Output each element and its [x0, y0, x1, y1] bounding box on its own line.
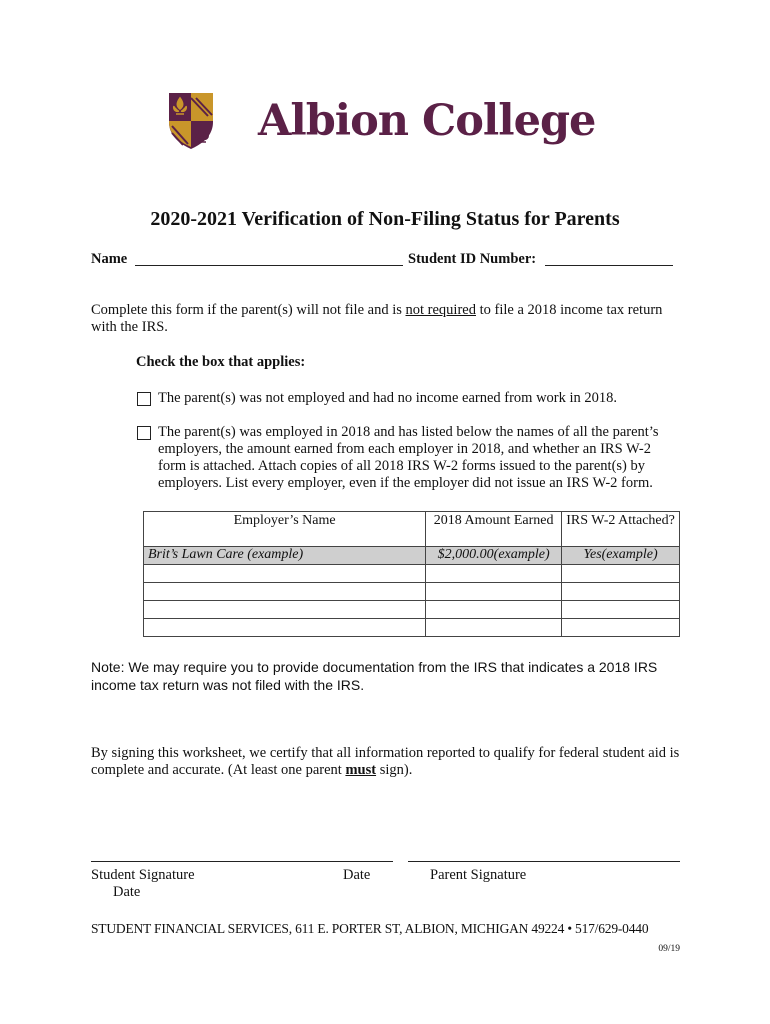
employer-cell[interactable]	[144, 565, 426, 583]
footer-address: STUDENT FINANCIAL SERVICES, 611 E. PORTER ST, ALBION, MICHIGAN 49224 • 517/629-0440	[91, 921, 649, 936]
example-employer: Brit’s Lawn Care (example)	[144, 547, 426, 565]
parent-signature-label: Parent Signature	[430, 867, 527, 883]
name-label: Name	[91, 251, 128, 267]
table-row	[144, 583, 680, 601]
header-w2-attached: IRS W-2 Attached?	[562, 512, 680, 547]
page-title: 2020-2021 Verification of Non-Filing Status for Parents	[150, 208, 620, 230]
example-w2: Yes(example)	[562, 547, 680, 565]
intro-text-start: Complete this form if the parent(s) will not file and is	[91, 302, 406, 318]
logo-wordmark: Albion College	[258, 96, 596, 146]
header-amount-earned: 2018 Amount Earned	[426, 512, 562, 547]
table-example-row	[144, 547, 680, 565]
example-amount: $2,000.00(example)	[426, 547, 562, 565]
certify-emphasis: must	[345, 762, 377, 778]
college-logo	[168, 92, 608, 154]
checkbox-employed[interactable]	[137, 426, 151, 440]
table-row	[144, 565, 680, 583]
table-row	[144, 601, 680, 619]
check-instruction: Check the box that applies:	[136, 354, 306, 370]
w2-cell[interactable]	[562, 583, 680, 601]
employer-cell[interactable]	[144, 601, 426, 619]
parent-signature-line[interactable]	[408, 861, 680, 862]
amount-cell[interactable]	[426, 583, 562, 601]
w2-cell[interactable]	[562, 619, 680, 637]
table-header-row	[144, 512, 680, 547]
student-id-field[interactable]	[545, 265, 673, 266]
certify-text-end: sign).	[376, 762, 413, 778]
employer-cell[interactable]	[144, 619, 426, 637]
student-signature-label: Student Signature	[91, 867, 195, 883]
amount-cell[interactable]	[426, 619, 562, 637]
employer-table	[143, 511, 680, 637]
parent-date-label: Date	[113, 884, 141, 900]
irs-note: Note: We may require you to provide documentation from the IRS that indicates a 2018 IRS income tax return was not filed with the IRS.	[91, 659, 658, 693]
w2-cell[interactable]	[562, 601, 680, 619]
header-employer-name: Employer’s Name	[144, 512, 426, 547]
student-date-label: Date	[343, 867, 371, 883]
employer-cell[interactable]	[144, 583, 426, 601]
certify-text-start: By signing this worksheet, we certify that all information reported to qualify for federal student aid is complete and accurate. (At least one parent	[91, 745, 680, 778]
amount-cell[interactable]	[426, 565, 562, 583]
table-row	[144, 619, 680, 637]
option-no-income-text: The parent(s) was not employed and had no income earned from work in 2018.	[158, 390, 618, 406]
student-signature-line[interactable]	[91, 861, 393, 862]
revision-date: 09/19	[658, 944, 680, 954]
checkbox-no-income[interactable]	[137, 392, 151, 406]
intro-paragraph	[91, 302, 676, 336]
option-employed-text: The parent(s) was employed in 2018 and has listed below the names of all the parent’s employers, the amount earned from each employer in 2018, and whether an IRS W-2 form is attached. Attach copies of all 2018 IRS W-2 forms issued to the parent(s) by employers. List every employer, even if the employer did not issue an IRS W-2 form.	[158, 424, 659, 491]
intro-underlined-text: not required	[405, 302, 476, 318]
name-field[interactable]	[135, 265, 403, 266]
w2-cell[interactable]	[562, 565, 680, 583]
certification-paragraph	[91, 745, 683, 779]
shield-crest-icon	[168, 92, 214, 150]
student-id-label: Student ID Number:	[408, 251, 537, 267]
intro-text-end: to file a 2018 income tax return with the IRS.	[91, 302, 663, 335]
amount-cell[interactable]	[426, 601, 562, 619]
